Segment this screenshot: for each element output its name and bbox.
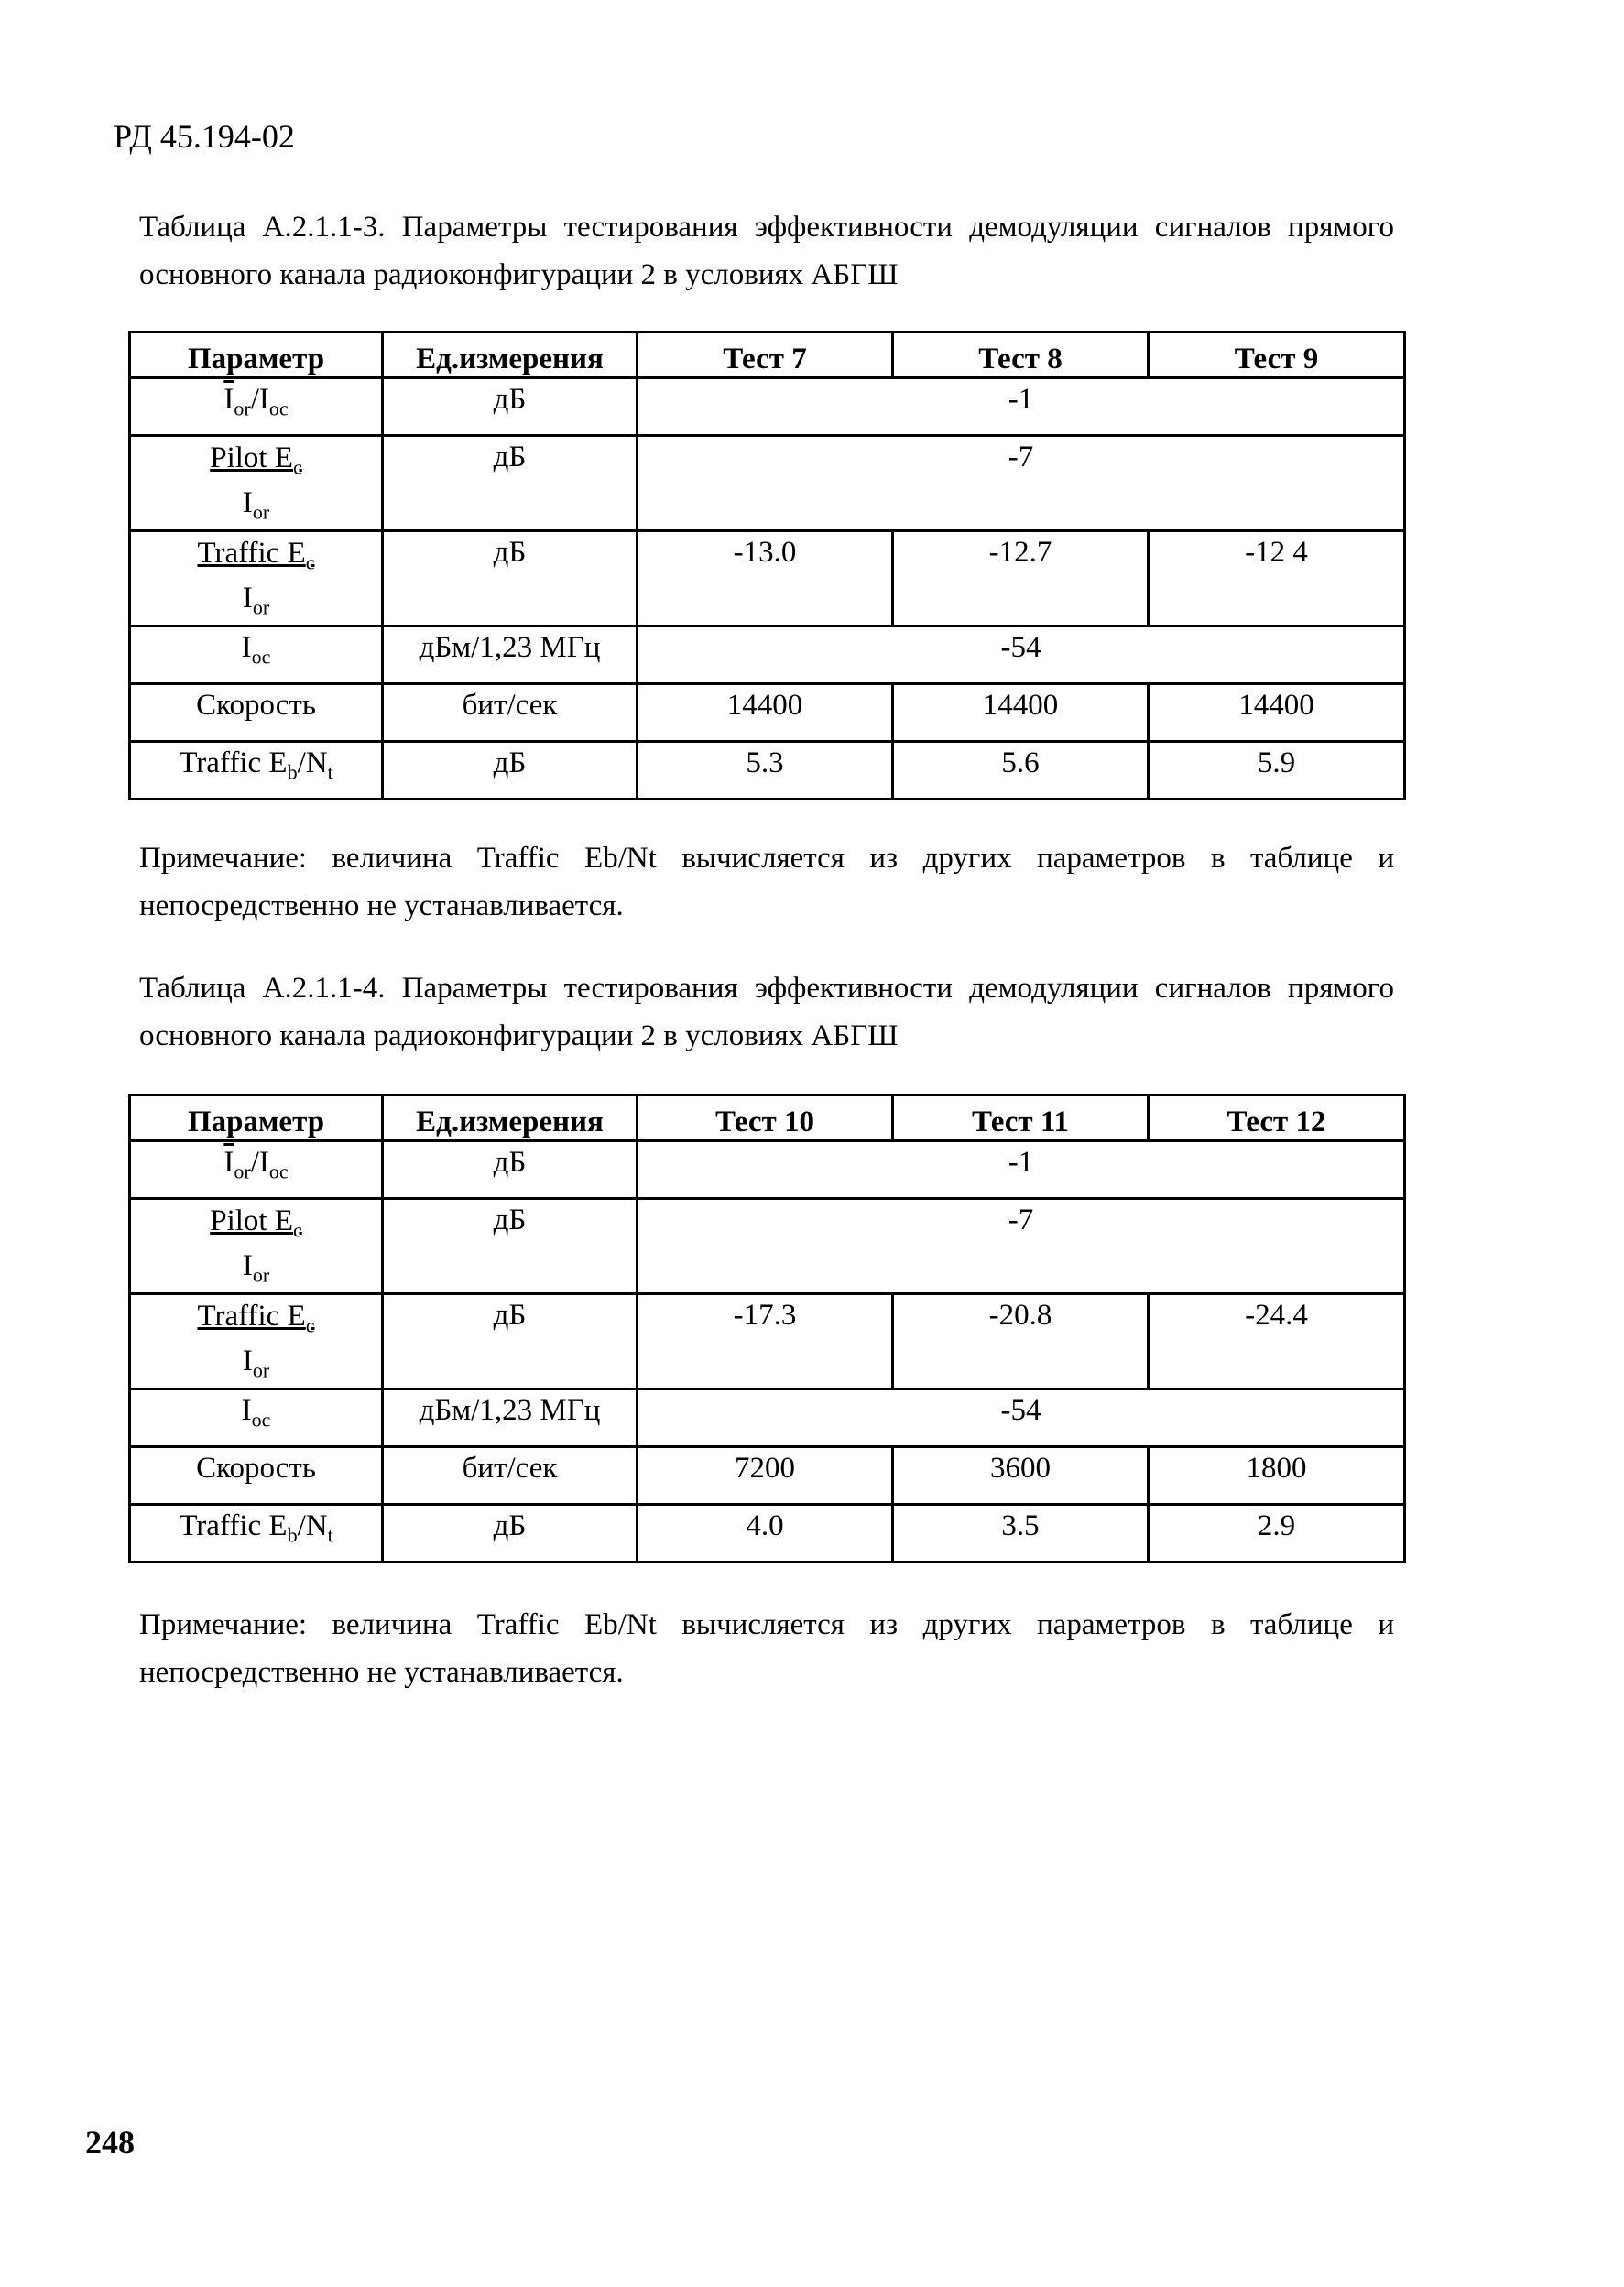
value-cell: -12.7 [893,531,1149,626]
value-cell: 2.9 [1149,1505,1405,1563]
unit-cell: дБ [383,742,638,800]
header-cell: Тест 7 [638,332,893,378]
value-cell: -7 [638,1199,1405,1294]
table-row [130,626,1405,684]
table-row [130,742,1405,800]
table-header-row [130,332,1405,378]
parameters-table [128,1094,1406,1563]
table-row [130,1199,1405,1294]
table-row [130,1389,1405,1447]
value-cell: -7 [638,436,1405,531]
header-cell: Тест 11 [893,1095,1149,1141]
unit-cell: бит/сек [383,684,638,742]
param-cell: Traffic $E_c$ $I_{or}$ [130,1294,383,1389]
value-cell: 3.5 [893,1505,1149,1563]
page-number: 248 [85,2124,135,2161]
value-cell: 5.3 [638,742,893,800]
param-cell: $I_{oc}$ [130,1389,383,1447]
document-code: РД 45.194-02 [114,118,295,155]
header-cell: Тест 9 [1149,332,1405,378]
value-cell: -1 [638,1141,1405,1199]
param-cell: $\overline{I}_{or}/I_{oc}$ [130,1141,383,1199]
unit-cell: дБм/1,23 МГц [383,626,638,684]
table-caption: Таблица А.2.1.1-3. Параметры тестирования эффективности демодуляции сигналов прямого основного канала радиоконфигурации 2 в условиях АБГШ [139,211,1394,291]
value-cell: 14400 [1149,684,1405,742]
table-header-row [130,1095,1405,1141]
param-cell: Скорость [130,684,383,742]
param-cell: Traffic $E_b/N_t$ [130,1505,383,1563]
table-row [130,684,1405,742]
table-note: Примечание: величина Traffic Eb/Nt вычисляется из других параметров в таблице и непосредственно не устанавливается. [139,1608,1394,1689]
table-row [130,1447,1405,1505]
unit-cell: дБ [383,1505,638,1563]
value-cell: 3600 [893,1447,1149,1505]
header-cell: Ед.измерения [383,332,638,378]
table-row [130,378,1405,436]
value-cell: -54 [638,626,1405,684]
value-cell: -12 4 [1149,531,1405,626]
param-cell: Traffic $E_b/N_t$ [130,742,383,800]
unit-cell: дБ [383,531,638,626]
header-cell: Тест 10 [638,1095,893,1141]
value-cell: -1 [638,378,1405,436]
value-cell: 4.0 [638,1505,893,1563]
value-cell: -20.8 [893,1294,1149,1389]
value-cell: -24.4 [1149,1294,1405,1389]
unit-cell: дБм/1,23 МГц [383,1389,638,1447]
unit-cell: бит/сек [383,1447,638,1505]
value-cell: 14400 [893,684,1149,742]
table-caption: Таблица А.2.1.1-4. Параметры тестирования эффективности демодуляции сигналов прямого основного канала радиоконфигурации 2 в условиях АБГШ [139,972,1394,1052]
table-row [130,1294,1405,1389]
value-cell: 7200 [638,1447,893,1505]
value-cell: 5.6 [893,742,1149,800]
param-cell: $\overline{I}_{or}/I_{oc}$ [130,378,383,436]
header-cell: Тест 8 [893,332,1149,378]
value-cell: 1800 [1149,1447,1405,1505]
param-cell: Pilot $E_c$ $I_{or}$ [130,436,383,531]
param-cell: $I_{oc}$ [130,626,383,684]
param-cell: Скорость [130,1447,383,1505]
value-cell: 5.9 [1149,742,1405,800]
table-row [130,531,1405,626]
value-cell: -54 [638,1389,1405,1447]
header-cell: Параметр [130,1095,383,1141]
header-cell: Ед.измерения [383,1095,638,1141]
unit-cell: дБ [383,1141,638,1199]
unit-cell: дБ [383,1294,638,1389]
value-cell: 14400 [638,684,893,742]
value-cell: -13.0 [638,531,893,626]
table-row [130,1505,1405,1563]
value-cell: -17.3 [638,1294,893,1389]
table-note: Примечание: величина Traffic Eb/Nt вычисляется из других параметров в таблице и непосредственно не устанавливается. [139,842,1394,922]
header-cell: Тест 12 [1149,1095,1405,1141]
unit-cell: дБ [383,378,638,436]
unit-cell: дБ [383,1199,638,1294]
header-cell: Параметр [130,332,383,378]
unit-cell: дБ [383,436,638,531]
parameters-table [128,331,1406,800]
table-row [130,436,1405,531]
param-cell: Traffic $E_c$ $I_{or}$ [130,531,383,626]
table-row [130,1141,1405,1199]
param-cell: Pilot $E_c$ $I_{or}$ [130,1199,383,1294]
